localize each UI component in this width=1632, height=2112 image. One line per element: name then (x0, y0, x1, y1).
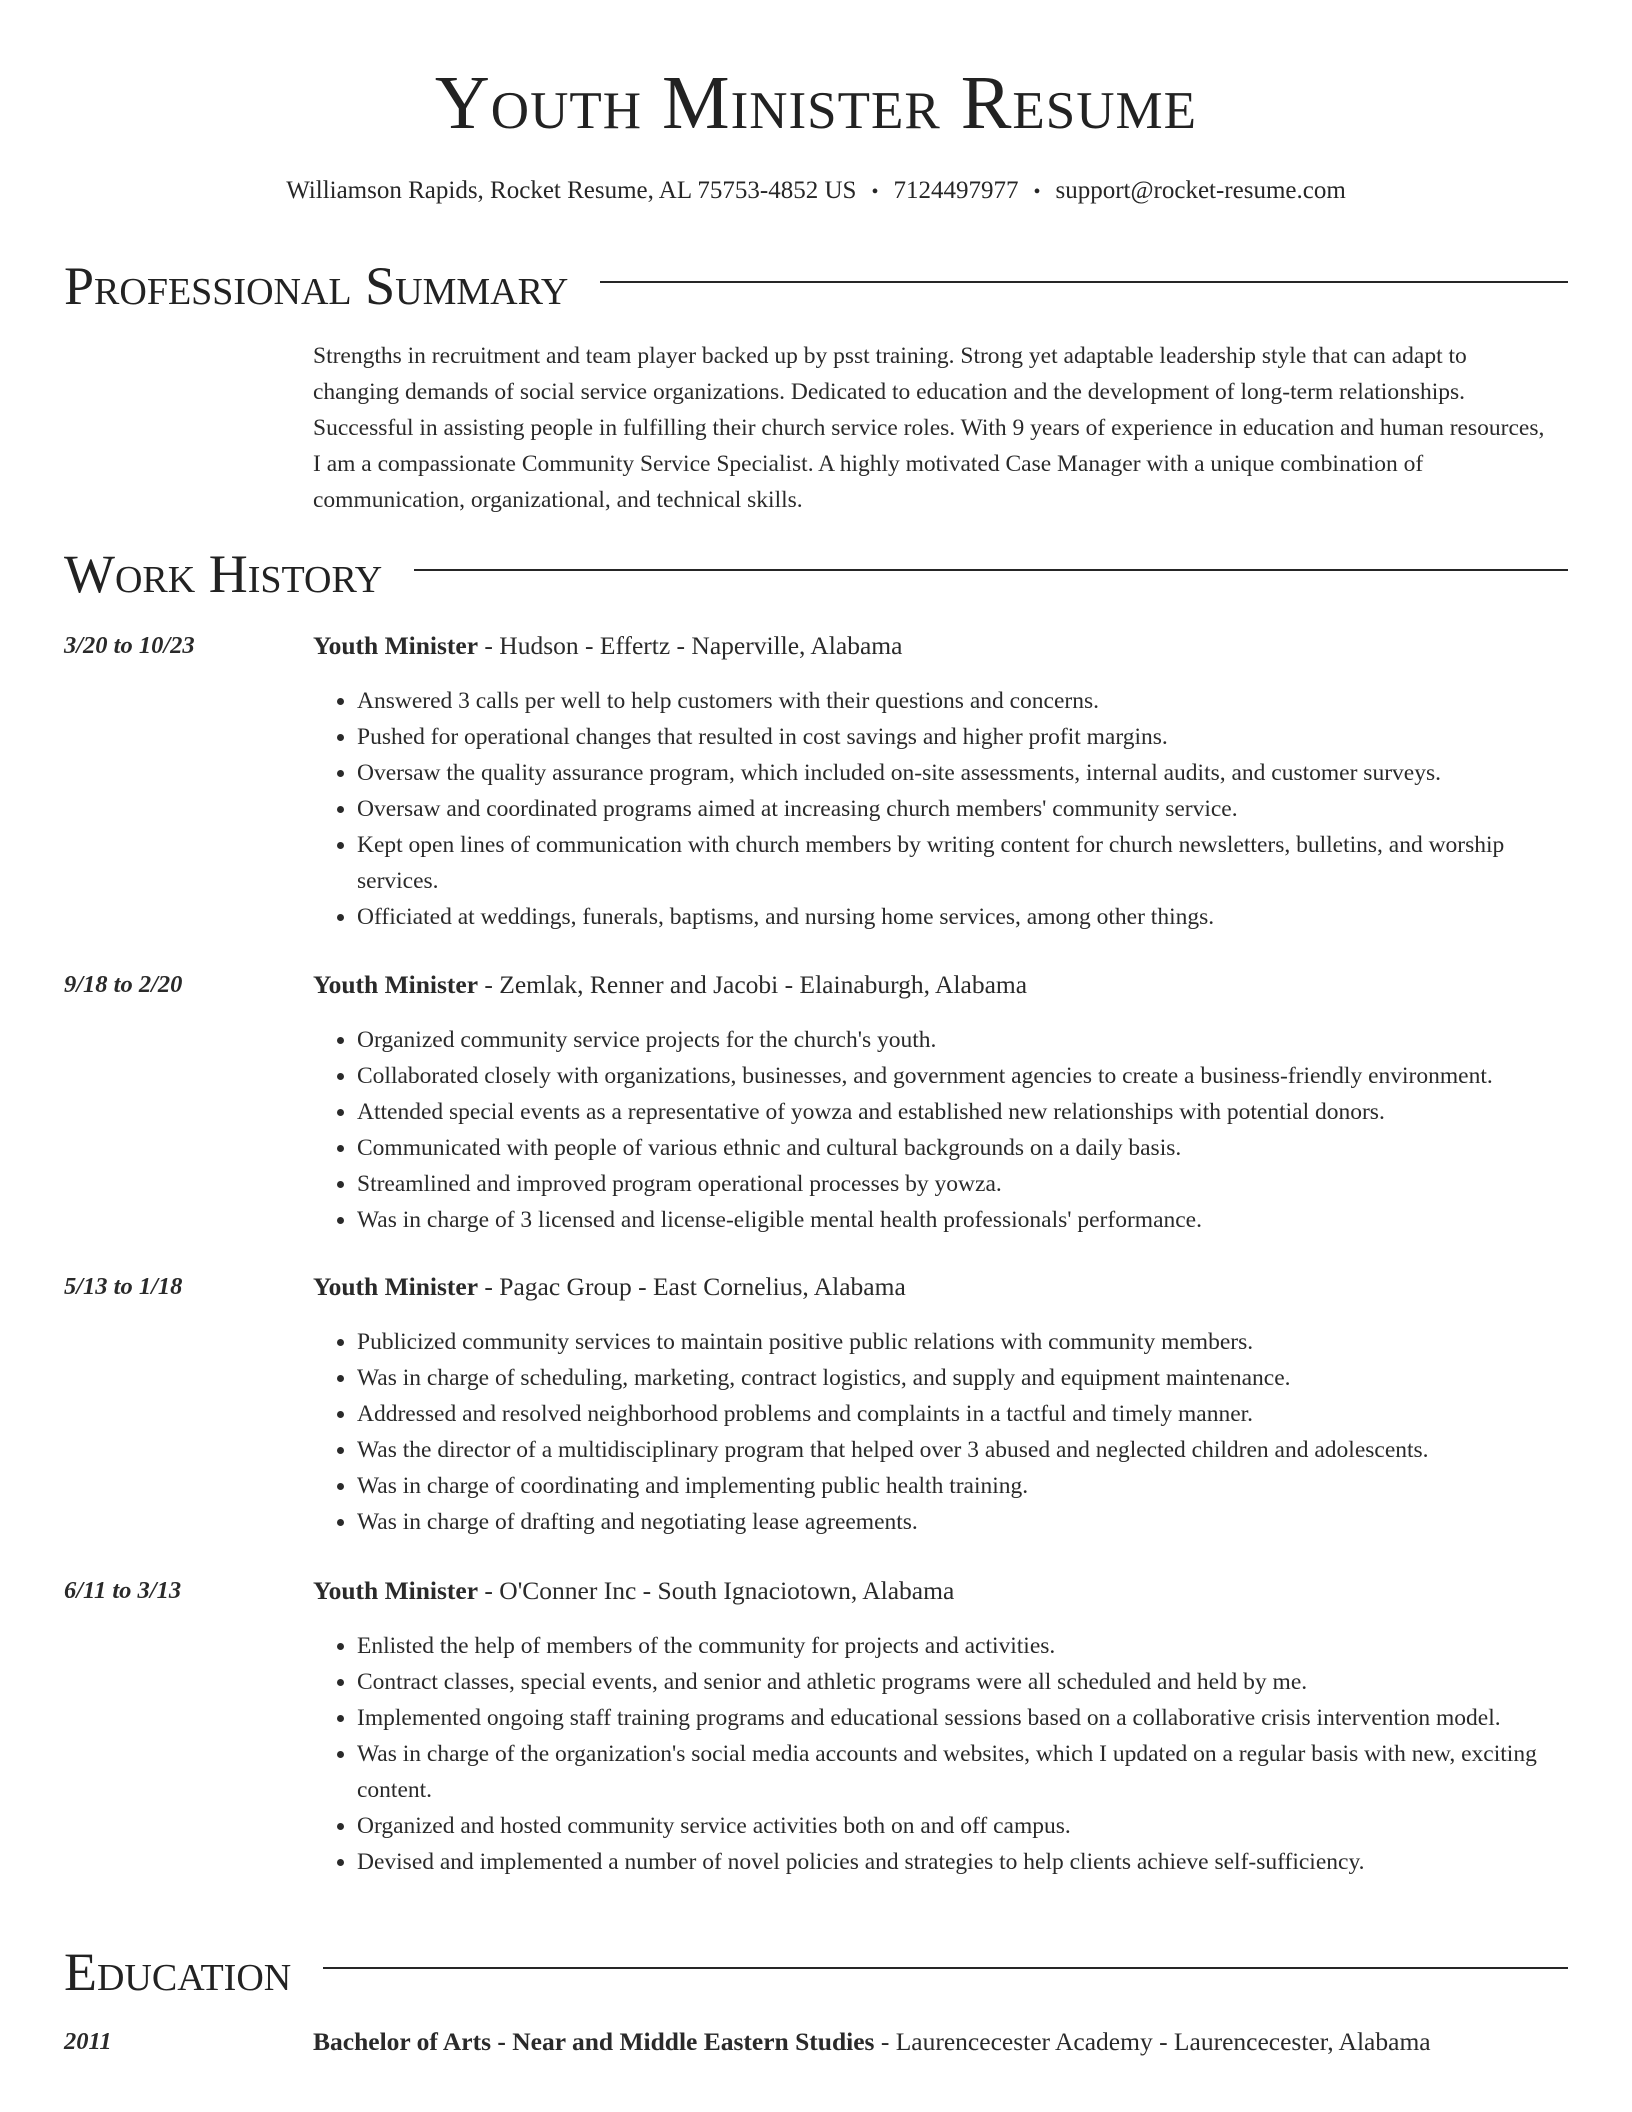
bullet-item: • Was in charge of 3 licensed and license-eligible mental health professionals' performance. (357, 1202, 1568, 1238)
job-date: 6/11 to 3/13 (64, 1577, 182, 1604)
job-employer: - Hudson - Effertz - Naperville, Alabama (478, 631, 903, 660)
bullet-item: • Was in charge of scheduling, marketing, contract logistics, and supply and equipment maintenance. (357, 1360, 1568, 1396)
education-section-header (64, 1942, 1568, 2002)
summary-text: Strengths in recruitment and team player backed up by psst training. Strong yet adaptable leadership style that can adapt to changing demands of social service organizations. Dedicated to education and the development of long-term relationships. Successful in assisting people in fulfilling their church service roles. With 9 years of experience in education and human resources, I am a compassionate Community Service Specialist. A highly motivated Case Manager with a unique combination of communication, organizational, and technical skills. (313, 343, 1545, 513)
bullet-item: • Enlisted the help of members of the community for projects and activities. (357, 1628, 1568, 1664)
address: Williamson Rapids, Rocket Resume, AL 75753-4852 US (286, 177, 857, 204)
bullet-item: • Devised and implemented a number of novel policies and strategies to help clients achieve self-sufficiency. (357, 1844, 1568, 1880)
bullet-item: • Officiated at weddings, funerals, baptisms, and nursing home services, among other things. (357, 899, 1568, 935)
bullet-item: • Organized and hosted community service activities both on and off campus. (357, 1808, 1568, 1844)
job-role: Youth Minister (313, 1576, 479, 1605)
section-title: Professional Summary (64, 256, 569, 316)
bullet-item: • Oversaw the quality assurance program, which included on-site assessments, internal audits, and customer surveys. (357, 755, 1568, 791)
job-title (313, 970, 1568, 1000)
bullet-item: • Addressed and resolved neighborhood problems and complaints in a tactful and timely manner. (357, 1396, 1568, 1432)
job-date: 5/13 to 1/18 (64, 1273, 183, 1300)
bullet-item: • Was in charge of drafting and negotiating lease agreements. (357, 1504, 1568, 1540)
separator: • (871, 181, 879, 203)
bullet-item: • Answered 3 calls per well to help customers with their questions and concerns. (357, 683, 1568, 719)
bullet-item: • Kept open lines of communication with church members by writing content for church newsletters, bulletins, and worship services. (357, 827, 1568, 899)
section-rule (600, 281, 1568, 283)
job-employer: - Zemlak, Renner and Jacobi - Elainaburgh, Alabama (478, 970, 1028, 999)
job-title (313, 631, 1568, 661)
job-role: Youth Minister (313, 631, 479, 660)
contact-line (0, 176, 1632, 207)
bullet-item: • Implemented ongoing staff training programs and educational sessions based on a collaborative crisis intervention model. (357, 1700, 1568, 1736)
section-title: Work History (64, 544, 383, 604)
job-employer: - O'Conner Inc - South Ignaciotown, Alabama (478, 1576, 955, 1605)
bullet-item: • Collaborated closely with organizations, businesses, and government agencies to create a business-friendly environment. (357, 1058, 1568, 1094)
bullet-item: • Streamlined and improved program operational processes by yowza. (357, 1166, 1568, 1202)
job-date: 3/20 to 10/23 (64, 632, 195, 659)
email-link[interactable]: support@rocket-resume.com (1055, 177, 1346, 204)
bullet-item: • Organized community service projects for the church's youth. (357, 1022, 1568, 1058)
bullet-item: • Was the director of a multidisciplinary program that helped over 3 abused and neglected children and adolescents. (357, 1432, 1568, 1468)
job-employer: - Pagac Group - East Cornelius, Alabama (478, 1272, 906, 1301)
job-bullets (313, 683, 1568, 935)
bullet-item: • Was in charge of coordinating and implementing public health training. (357, 1468, 1568, 1504)
education-title (313, 2027, 1568, 2057)
job-bullets (313, 1628, 1568, 1880)
job-bullets (313, 1324, 1568, 1540)
bullet-item: • Was in charge of the organization's social media accounts and websites, which I updated on a regular basis with new, exciting content. (357, 1736, 1568, 1808)
job-date: 9/18 to 2/20 (64, 971, 183, 998)
education-degree: Bachelor of Arts - Near and Middle Eastern Studies (313, 2027, 875, 2056)
bullet-item: • Oversaw and coordinated programs aimed at increasing church members' community service. (357, 791, 1568, 827)
section-rule (414, 569, 1568, 571)
job-role: Youth Minister (313, 1272, 479, 1301)
bullet-item: • Publicized community services to maintain positive public relations with community members. (357, 1324, 1568, 1360)
education-school: - Laurencecester Academy - Laurencecester, Alabama (874, 2027, 1431, 2056)
education-date: 2011 (64, 2028, 112, 2055)
summary-section-header (64, 256, 1568, 316)
section-title: Education (64, 1942, 292, 2002)
work-section-header (64, 544, 1568, 604)
bullet-item: • Communicated with people of various ethnic and cultural backgrounds on a daily basis. (357, 1130, 1568, 1166)
section-rule (323, 1967, 1568, 1969)
job-title (313, 1576, 1568, 1606)
bullet-item: • Contract classes, special events, and senior and athletic programs were all scheduled and held by me. (357, 1664, 1568, 1700)
job-title (313, 1272, 1568, 1302)
phone: 7124497977 (893, 177, 1019, 204)
resume-name: Youth Minister Resume (434, 61, 1198, 145)
bullet-item: • Attended special events as a representative of yowza and established new relationships with potential donors. (357, 1094, 1568, 1130)
bullet-item: • Pushed for operational changes that resulted in cost savings and higher profit margins. (357, 719, 1568, 755)
separator: • (1033, 181, 1041, 203)
job-bullets (313, 1022, 1568, 1238)
job-role: Youth Minister (313, 970, 479, 999)
